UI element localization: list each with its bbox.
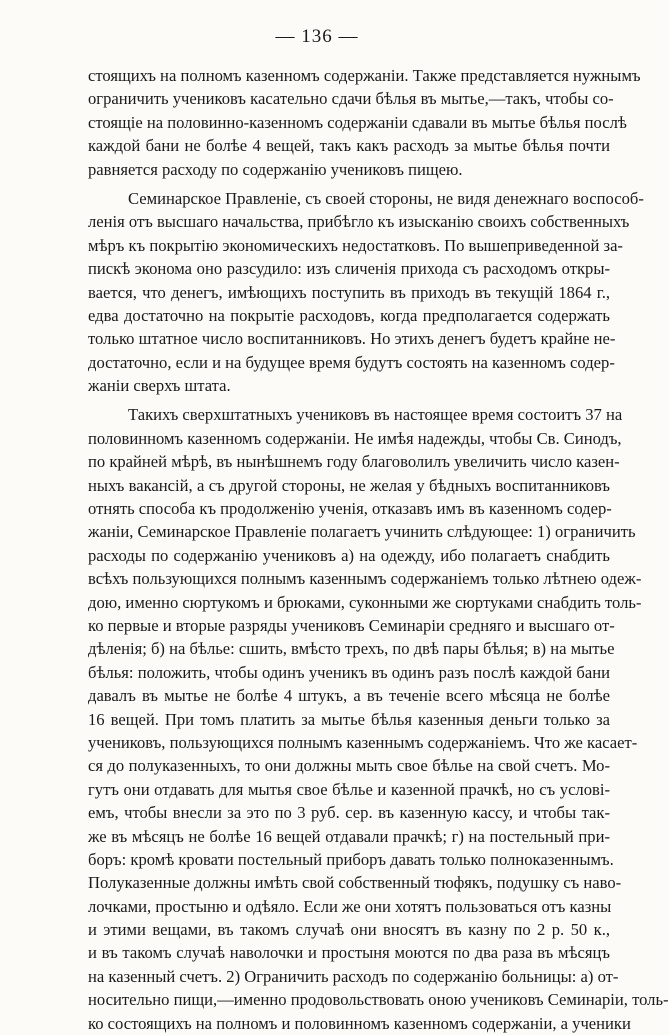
text-line: только штатное число воспитанниковъ. Но этихъ денегъ будетъ крайне не- [88, 329, 616, 349]
text-line: половинномъ казенномъ содержанiи. Не имѣя надежды, чтобы Св. Синодъ, [88, 428, 622, 448]
text-line: на казенный счетъ. 2) Ограничить расходъ по содержанiю больницы: а) от- [88, 966, 619, 986]
text-line: расходы по содержанiю учениковъ а) на одежду, ибо полагаетъ снабдить [88, 545, 610, 565]
text-line: достаточно, если и на будущее время будутъ состоять на казенномъ содер- [88, 352, 615, 372]
text-line: учениковъ, пользующихся полнымъ казеннымъ содержанiемъ. Что же касает- [88, 732, 638, 752]
text-line: Семинарское Правленiе, съ своей стороны, не видя денежнаго воспособ- [128, 188, 644, 208]
text-line: дою, именно сюртукомъ и брюками, суконными же сюртуками снабдить толь- [88, 592, 642, 612]
text-line: стоящихъ на полномъ казенномъ содержанiи. Также представляется нужнымъ [88, 66, 641, 85]
text-line: жанiи, Семинарское Правленiе полагаетъ учинить слѣдующее: 1) ограничить [88, 522, 636, 542]
text-line: всѣхъ пользующихся полнымъ казеннымъ содержанiемъ только лѣтнею одеж- [88, 569, 642, 589]
text-line: мѣръ къ покрытiю экономическихъ недостатковъ. По вышеприведенной за- [88, 235, 623, 255]
text-line: лочками, простыню и одѣяло. Если же они хотятъ пользоваться отъ казны [88, 896, 612, 916]
text-line: боръ: кромѣ кровати постельный приборъ давать только полноказеннымъ. [88, 849, 614, 869]
paragraph [88, 64, 641, 181]
text-line: ограничить учениковъ касательно сдачи бѣлья въ мытье,—такъ, чтобы со- [88, 89, 614, 109]
paragraph [88, 403, 669, 1035]
text-line: же въ мѣсяцъ не болѣе 16 вещей отдавали прачкѣ; г) на постельный при- [88, 826, 610, 846]
text-line: ныхъ вакансiй, а съ другой стороны, не желая у бѣдныхъ воспитанниковъ [88, 475, 610, 495]
text-line: отнять способа къ продолженiю ученiя, отказавъ имъ въ казенномъ содер- [88, 499, 612, 519]
text-line: гутъ они отдавать для мытья свое бѣлье и казенной прачкѣ, но съ услові- [88, 779, 610, 799]
text-line: и въ такомъ случаѣ наволочки и простыня моются по два раза въ мѣсяцъ [88, 943, 610, 963]
text-line: едва достаточно на покрытiе расходовъ, когда предполагается содержать [88, 305, 610, 325]
text-line: Такихъ сверхштатныхъ учениковъ въ настоящее время состоитъ 37 на [128, 405, 623, 425]
text-line: стоящiе на половинно-казенномъ содержанiи сдавали въ мытье бѣлья послѣ [88, 112, 627, 132]
text-line: по крайней мѣрѣ, въ нынѣшнемъ году благоволилъ увеличить число казен- [88, 452, 620, 472]
text-line: ко первые и вторые разряды учениковъ Семинарiи средняго и высшаго от- [88, 615, 615, 635]
body-text [88, 64, 669, 1035]
text-line: вается, что денегъ, имѣющихъ поступить въ приходъ въ текущiй 1864 г., [88, 282, 610, 302]
text-line: равняется расходу по содержанiю учениковъ пищею. [88, 159, 463, 179]
text-line: ленiя отъ высшаго начальства, прибѣгло къ изысканiю своихъ собственныхъ [88, 212, 630, 232]
paragraph [88, 187, 644, 398]
text-line: емъ, чтобы внесли за это по 3 руб. сер. въ казенную кассу, и чтобы так- [88, 803, 610, 823]
text-line: 16 вещей. При томъ платить за мытье бѣлья казенныя деньги только за [88, 709, 610, 729]
page-number: — 136 — [275, 26, 359, 47]
text-line: носительно пищи,—именно продовольствовать оною учениковъ Семинарiи, толь- [88, 990, 669, 1010]
text-line: ся до полуказенныхъ, то они должны мыть свое бѣлье на свой счетъ. Мо- [88, 756, 610, 776]
text-line: ко состоящихъ на полномъ и половинномъ казенномъ содержанiи, а ученики [88, 1013, 631, 1033]
text-line: пискѣ эконома оно разсудило: изъ сличенiя прихода съ расходомъ откры- [88, 259, 610, 279]
text-line: давалъ въ мытье не болѣе 4 штукъ, а въ теченiе всего мѣсяца не болѣе [88, 686, 610, 706]
text-line: бѣлья: положить, чтобы одинъ ученикъ въ одинъ разъ послѣ каждой бани [88, 662, 610, 682]
text-line: дѣленiя; б) на бѣлье: сшить, вмѣсто трехъ, по двѣ пары бѣлья; в) на мытье [88, 639, 615, 659]
text-line: Полуказенные должны имѣть свой собственный тюфякъ, подушку съ наво- [88, 873, 622, 893]
text-line: каждой бани не болѣе 4 вещей, такъ какъ расходъ за мытье бѣлья почти [88, 136, 610, 156]
text-line: жанiи сверхъ штата. [88, 376, 231, 396]
text-line: и этими вещами, въ такомъ случаѣ они вносятъ въ казну по 2 р. 50 к., [88, 920, 610, 940]
